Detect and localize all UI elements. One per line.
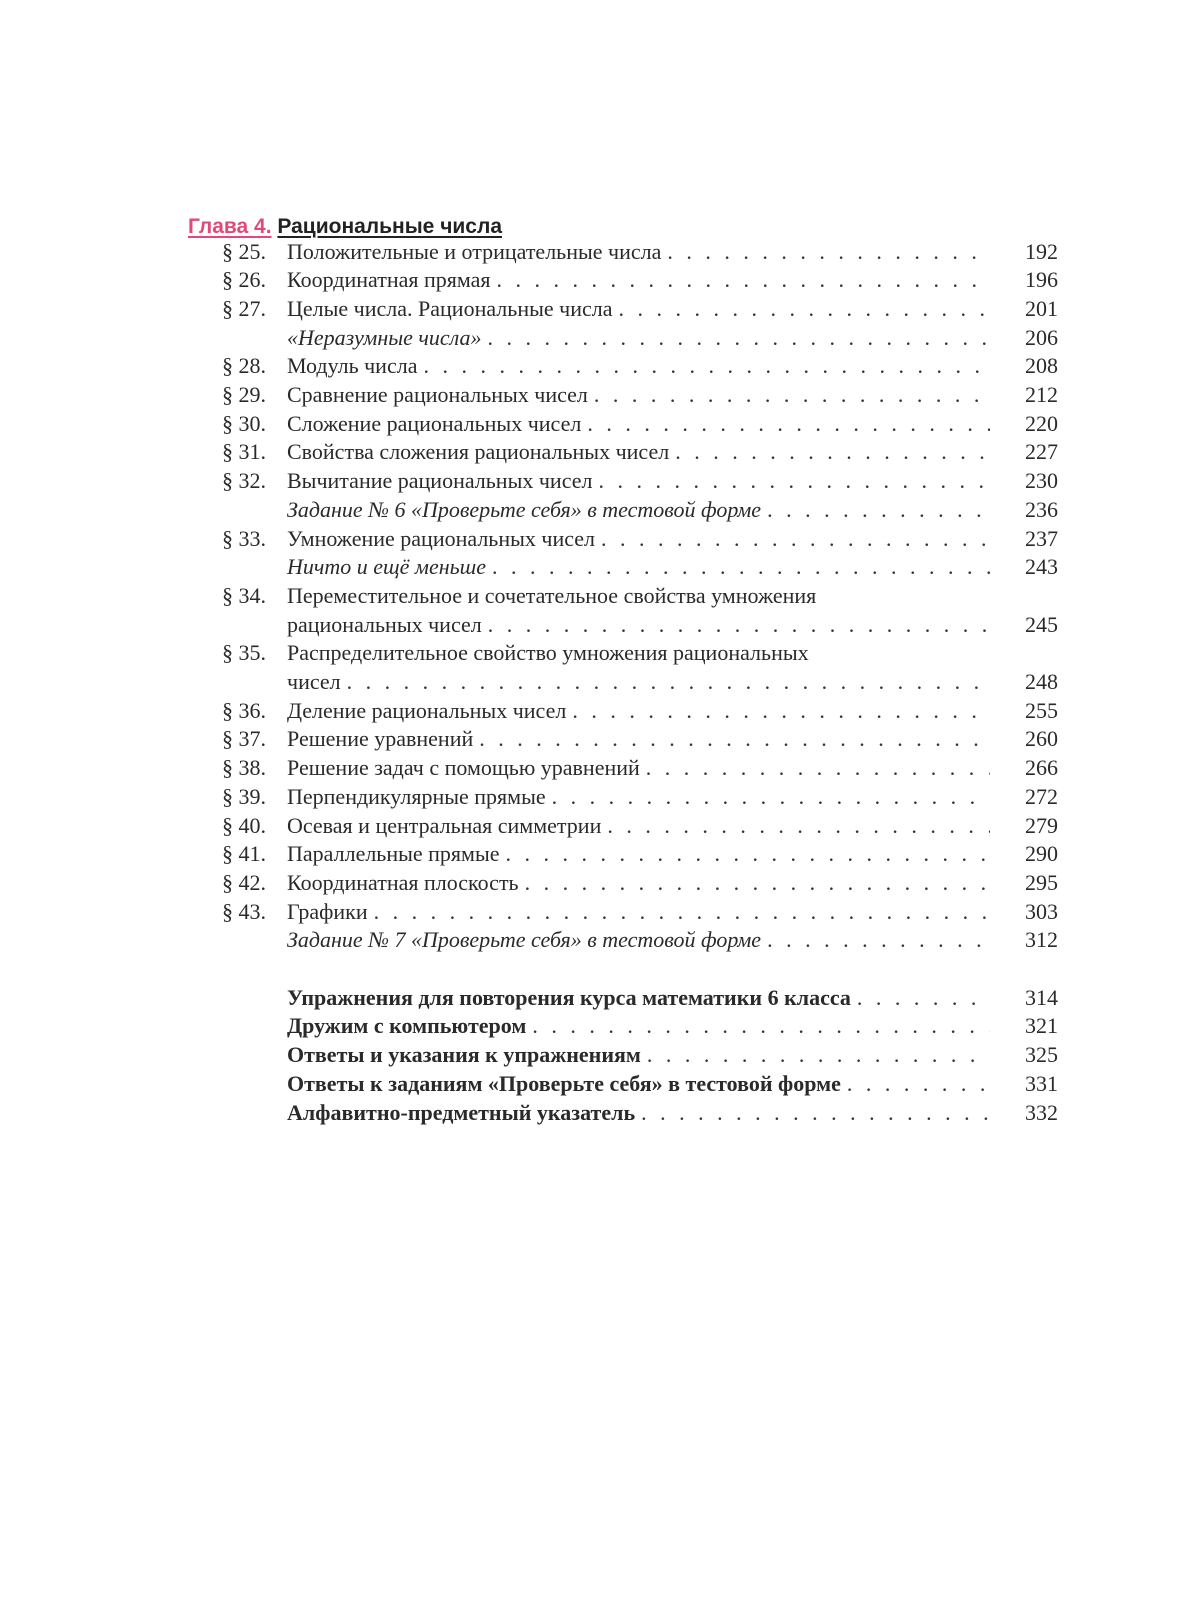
toc-entry[interactable] bbox=[0, 925, 1200, 954]
page-number: 206 bbox=[1025, 324, 1058, 350]
entry-title: Алфавитно-предметный указатель bbox=[287, 1099, 636, 1125]
entry-line bbox=[287, 524, 990, 553]
dot-leader bbox=[492, 552, 990, 581]
entry-line bbox=[287, 610, 990, 639]
dot-leader bbox=[594, 380, 990, 409]
dot-leader bbox=[525, 868, 990, 897]
entry-title: Вычитание рациональных чисел bbox=[287, 468, 593, 494]
dot-leader bbox=[479, 724, 990, 753]
entry-line bbox=[287, 811, 990, 840]
entry-line bbox=[287, 323, 990, 352]
entry-line bbox=[287, 380, 990, 409]
dot-leader bbox=[646, 753, 990, 782]
section-number: § 42. bbox=[222, 869, 266, 895]
toc-entry[interactable] bbox=[0, 265, 1200, 294]
entry-title: Координатная плоскость bbox=[287, 869, 519, 895]
page-number: 272 bbox=[1025, 783, 1058, 809]
entry-line bbox=[287, 839, 990, 868]
entry-line bbox=[287, 925, 990, 954]
section-number: § 36. bbox=[222, 697, 266, 723]
entry-line bbox=[287, 552, 990, 581]
entry-line bbox=[287, 696, 990, 725]
entry-line bbox=[287, 667, 990, 696]
entry-title: Решение уравнений bbox=[287, 726, 474, 752]
page-number: 248 bbox=[1025, 669, 1058, 694]
page-number: 321 bbox=[1025, 1013, 1058, 1039]
entry-line bbox=[287, 1069, 990, 1098]
entry-title: чисел bbox=[287, 669, 341, 694]
entry-title: Ничто и ещё меньше bbox=[287, 554, 487, 580]
dot-leader bbox=[587, 409, 990, 438]
toc-entry[interactable] bbox=[0, 1011, 1200, 1040]
page-number: 245 bbox=[1025, 611, 1058, 637]
entry-line bbox=[287, 351, 990, 380]
dot-leader bbox=[767, 925, 990, 954]
dot-leader bbox=[552, 782, 990, 811]
section-number: § 30. bbox=[222, 410, 266, 436]
entry-title: Задание № 7 «Проверьте себя» в тестовой форме bbox=[287, 927, 762, 953]
page-number: 260 bbox=[1025, 726, 1058, 752]
section-number: § 43. bbox=[222, 898, 266, 924]
entry-line bbox=[287, 294, 990, 323]
section-number: § 27. bbox=[222, 295, 266, 321]
entry-title: Модуль числа bbox=[287, 353, 418, 379]
toc-entry[interactable] bbox=[0, 1040, 1200, 1069]
entry-title: Положительные и отрицательные числа bbox=[287, 238, 662, 264]
toc-entry[interactable] bbox=[0, 811, 1200, 840]
toc-entry[interactable] bbox=[0, 409, 1200, 438]
page-number: 196 bbox=[1025, 267, 1058, 293]
entry-title: Координатная прямая bbox=[287, 267, 491, 293]
entry-title: Упражнения для повторения курса математики 6 класса bbox=[287, 984, 851, 1010]
entry-line bbox=[287, 1098, 990, 1127]
page-number: 279 bbox=[1025, 812, 1058, 838]
entry-title: Задание № 6 «Проверьте себя» в тестовой форме bbox=[287, 496, 762, 522]
entry-line bbox=[287, 237, 990, 266]
entry-line bbox=[287, 495, 990, 524]
toc-entry[interactable] bbox=[0, 495, 1200, 524]
page-number: 255 bbox=[1025, 697, 1058, 723]
toc-entry[interactable] bbox=[0, 380, 1200, 409]
section-number: § 39. bbox=[222, 783, 266, 809]
entry-title-first-line: Распределительное свойство умножения рациональных bbox=[287, 640, 809, 666]
section-number: § 32. bbox=[222, 468, 266, 494]
page-number: 314 bbox=[1025, 984, 1058, 1010]
entry-title-first-line: Переместительное и сочетательное свойства умножения bbox=[287, 582, 817, 608]
dot-leader bbox=[857, 983, 990, 1012]
entry-title: Ответы к заданиям «Проверьте себя» в тестовой форме bbox=[287, 1070, 841, 1096]
page-number: 230 bbox=[1025, 468, 1058, 494]
toc-entry[interactable] bbox=[0, 724, 1200, 753]
entry-title: Целые числа. Рациональные числа bbox=[287, 295, 613, 321]
section-number: § 31. bbox=[222, 439, 266, 465]
dot-leader bbox=[641, 1098, 990, 1127]
page-number: 227 bbox=[1025, 439, 1058, 465]
toc-entry[interactable] bbox=[0, 868, 1200, 897]
toc-entry[interactable] bbox=[0, 294, 1200, 323]
page-number: 220 bbox=[1025, 410, 1058, 436]
entry-title: Сравнение рациональных чисел bbox=[287, 382, 588, 407]
section-number: § 29. bbox=[222, 382, 266, 407]
entry-title: Графики bbox=[287, 898, 368, 924]
toc-entry[interactable] bbox=[0, 839, 1200, 868]
page-number: 303 bbox=[1025, 898, 1058, 924]
entry-line bbox=[287, 409, 990, 438]
dot-leader bbox=[497, 265, 990, 294]
dot-leader bbox=[607, 811, 990, 840]
page-number: 266 bbox=[1025, 755, 1058, 781]
page-number: 236 bbox=[1025, 496, 1058, 522]
section-number: § 41. bbox=[222, 841, 266, 867]
dot-leader bbox=[374, 897, 990, 926]
toc-entry[interactable] bbox=[0, 897, 1200, 926]
page-number: 325 bbox=[1025, 1042, 1058, 1068]
entry-line bbox=[287, 782, 990, 811]
entry-line bbox=[287, 437, 990, 466]
page-number: 332 bbox=[1025, 1099, 1058, 1125]
dot-leader bbox=[572, 696, 990, 725]
dot-leader bbox=[601, 524, 990, 553]
toc-entry[interactable] bbox=[0, 552, 1200, 581]
entry-line bbox=[287, 1011, 990, 1040]
toc-entry[interactable] bbox=[0, 696, 1200, 725]
section-number: § 34. bbox=[222, 582, 266, 608]
dot-leader bbox=[647, 1040, 990, 1069]
dot-leader bbox=[488, 323, 990, 352]
section-number: § 28. bbox=[222, 353, 266, 379]
entry-title: Параллельные прямые bbox=[287, 841, 500, 867]
page-number: 208 bbox=[1025, 353, 1058, 379]
toc-entry[interactable] bbox=[0, 983, 1200, 1012]
dot-leader bbox=[347, 667, 990, 696]
toc-entry[interactable] bbox=[0, 323, 1200, 352]
toc-entry[interactable] bbox=[0, 466, 1200, 495]
page-number: 312 bbox=[1025, 927, 1058, 953]
dot-leader bbox=[675, 437, 990, 466]
entry-line bbox=[287, 897, 990, 926]
page-number: 290 bbox=[1025, 841, 1058, 867]
entry-title: Сложение рациональных чисел bbox=[287, 410, 582, 436]
section-number: § 38. bbox=[222, 755, 266, 781]
toc-entry[interactable] bbox=[0, 437, 1200, 466]
section-number: § 35. bbox=[222, 640, 266, 666]
section-number: § 40. bbox=[222, 812, 266, 838]
chapter-title: Рациональные числа bbox=[277, 215, 502, 238]
entry-title: Деление рациональных чисел bbox=[287, 697, 567, 723]
toc-entry-first-line bbox=[0, 581, 1200, 610]
page-number: 201 bbox=[1025, 295, 1058, 321]
entry-line bbox=[287, 466, 990, 495]
chapter-label: Глава 4. bbox=[188, 215, 272, 238]
entry-title: «Неразумные числа» bbox=[287, 324, 482, 350]
entry-line bbox=[287, 265, 990, 294]
entry-title: Умножение рациональных чисел bbox=[287, 525, 595, 551]
entry-title: Решение задач с помощью уравнений bbox=[287, 755, 640, 781]
dot-leader bbox=[506, 839, 990, 868]
toc-entry[interactable] bbox=[0, 610, 1200, 639]
entry-title: Перпендикулярные прямые bbox=[287, 783, 546, 809]
entry-title: Ответы и указания к упражнениям bbox=[287, 1042, 641, 1068]
entry-line bbox=[287, 753, 990, 782]
toc-entry[interactable] bbox=[0, 524, 1200, 553]
page-number: 331 bbox=[1025, 1070, 1058, 1096]
toc-entry[interactable] bbox=[0, 1098, 1200, 1127]
toc-entry[interactable] bbox=[0, 782, 1200, 811]
page-number: 237 bbox=[1025, 525, 1058, 551]
section-number: § 26. bbox=[222, 267, 266, 293]
entry-line bbox=[287, 868, 990, 897]
page-number: 212 bbox=[1025, 382, 1058, 407]
dot-leader bbox=[423, 351, 990, 380]
toc-entry[interactable] bbox=[0, 1069, 1200, 1098]
entry-line bbox=[287, 983, 990, 1012]
page-number: 243 bbox=[1025, 554, 1058, 580]
toc-entry[interactable] bbox=[0, 667, 1200, 696]
dot-leader bbox=[667, 237, 990, 266]
toc-entry[interactable] bbox=[0, 237, 1200, 266]
section-number: § 37. bbox=[222, 726, 266, 752]
entry-title: Дружим с компьютером bbox=[287, 1013, 527, 1039]
entry-line bbox=[287, 1040, 990, 1069]
toc-entry[interactable] bbox=[0, 351, 1200, 380]
entry-line bbox=[287, 724, 990, 753]
section-number: § 25. bbox=[222, 238, 266, 264]
dot-leader bbox=[598, 466, 990, 495]
dot-leader bbox=[488, 610, 990, 639]
page-number: 295 bbox=[1025, 869, 1058, 895]
page-number: 192 bbox=[1025, 238, 1058, 264]
entry-title: Осевая и центральная симметрии bbox=[287, 812, 602, 838]
dot-leader bbox=[618, 294, 990, 323]
section-number: § 33. bbox=[222, 525, 266, 551]
dot-leader bbox=[847, 1069, 990, 1098]
toc-entry[interactable] bbox=[0, 753, 1200, 782]
dot-leader bbox=[532, 1011, 990, 1040]
dot-leader bbox=[767, 495, 990, 524]
entry-title: Свойства сложения рациональных чисел bbox=[287, 439, 670, 465]
entry-title: рациональных чисел bbox=[287, 611, 482, 637]
toc-entry-first-line bbox=[0, 638, 1200, 667]
